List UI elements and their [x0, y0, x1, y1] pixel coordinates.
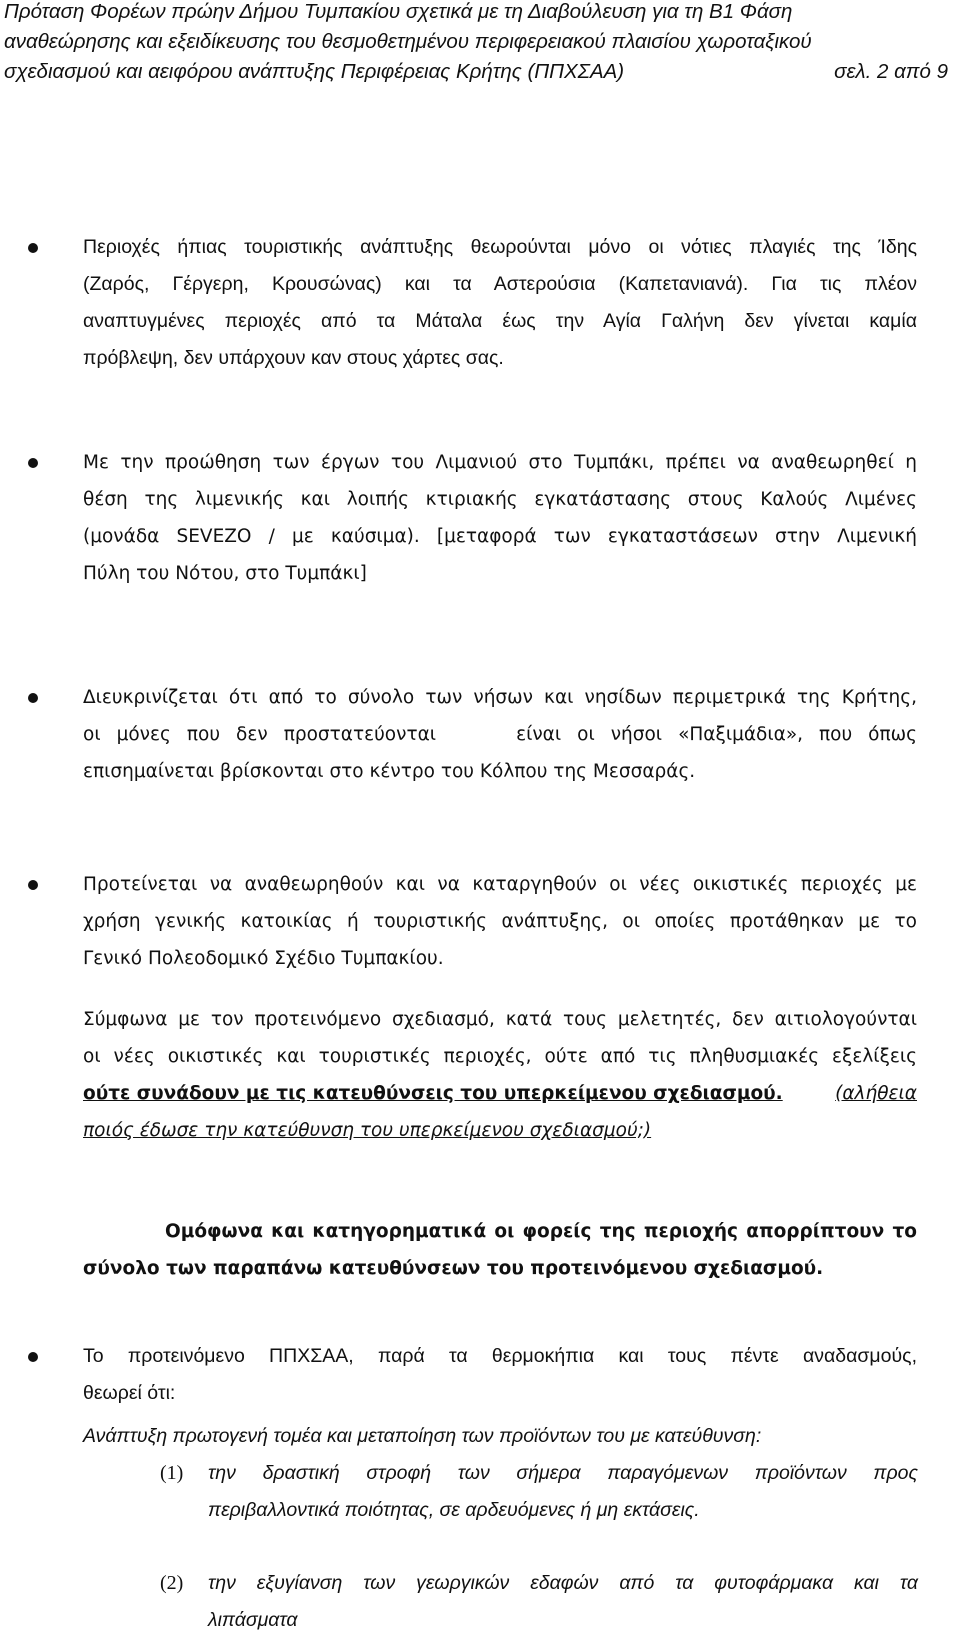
header-line-1: Πρόταση Φορέων πρώην Δήμου Τυμπακίου σχετικά με τη Διαβούλευση για τη Β1 Φάση [4, 0, 793, 23]
bullet-3-dot [28, 693, 38, 703]
bullet-1-line-3: αναπτυγμένες περιοχές από τα Μάταλα έως την Αγία Γαλήνη δεν γίνεται καμία [83, 310, 917, 332]
rejection-statement [83, 1213, 917, 1287]
item-1-text [208, 1455, 918, 1529]
bullet-4-dot [28, 880, 38, 890]
bullet-3-line-2: οι μόνες που δεν προστατεύονται είναι οι νήσοι «Παξιμάδια», που όπως [83, 724, 917, 745]
statement-line-2: σύνολο των παραπάνω κατευθύνσεων του προτεινόμενου σχεδιασμού. [83, 1258, 824, 1279]
development-intro-text: Ανάπτυξη πρωτογενή τομέα και μεταποίηση των προϊόντων του με κατεύθυνση: [83, 1425, 762, 1447]
bullet-5-dot [28, 1352, 38, 1362]
item-1-number: (1) [160, 1462, 184, 1484]
bullet-4-text [83, 866, 917, 977]
bullet-1-line-2: (Ζαρός, Γέργερη, Κρουσώνας) και τα Αστερούσια (Καπετανιανά). Για τις πλέον [83, 273, 917, 295]
bullet-2-line-3: (μονάδα SEVEZO / με καύσιμα). [μεταφορά των εγκαταστάσεων στην Λιμενική [83, 526, 917, 547]
bullet-2-dot [28, 458, 38, 468]
item-2-number: (2) [160, 1572, 184, 1594]
bullet-3-line-1: Διευκρινίζεται ότι από το σύνολο των νήσων και νησίδων περιμετρικά της Κρήτης, [83, 687, 917, 708]
bullet-4-line-2: χρήση γενικής κατοικίας ή τουριστικής ανάπτυξης, οι οποίες προτάθηκαν με το [83, 911, 917, 932]
critique-paragraph [83, 1001, 917, 1149]
item-1-line-1: την δραστική στροφή των σήμερα παραγόμενων προϊόντων προς [208, 1462, 918, 1484]
paragraph-emphasis: ούτε συνάδουν με τις κατευθύνσεις του υπερκείμενου σχεδιασμού. [83, 1083, 783, 1104]
bullet-4-line-3: Γενικό Πολεοδομικό Σχέδιο Τυμπακίου. [83, 948, 444, 969]
bullet-5-line-2: θεωρεί ότι: [83, 1382, 176, 1404]
statement-line-1: Ομόφωνα και κατηγορηματικά οι φορείς της περιοχής απορρίπτουν το [165, 1221, 917, 1242]
bullet-4-line-1: Προτείνεται να αναθεωρηθούν και να καταργηθούν οι νέες οικιστικές περιοχές με [83, 874, 917, 895]
item-1-line-2: περιβαλλοντικά ποιότητας, σε αρδευόμενες ή μη εκτάσεις. [208, 1499, 700, 1521]
bullet-5-text [83, 1338, 917, 1412]
item-2-line-2: λιπάσματα [208, 1609, 298, 1631]
paragraph-aside-start: (αλήθεια [835, 1083, 917, 1104]
bullet-2-line-2: θέση της λιμενικής και λοιπής κτιριακής εγκατάστασης στους Καλούς Λιμένες [83, 489, 917, 510]
paragraph-line-2: οι νέες οικιστικές και τουριστικές περιοχές, ούτε από τις πληθυσμιακές εξελίξεις [83, 1046, 917, 1067]
item-2-text [208, 1565, 918, 1636]
bullet-1-dot [28, 243, 38, 253]
bullet-3-text [83, 679, 917, 790]
item-2-line-1: την εξυγίανση των γεωργικών εδαφών από τα φυτοφάρμακα και τα [208, 1572, 918, 1594]
paragraph-line-3 [83, 1075, 917, 1112]
paragraph-aside-end: ποιός έδωσε την κατεύθυνση του υπερκείμενου σχεδιασμού;) [83, 1120, 652, 1141]
bullet-5-line-1: Το προτεινόμενο ΠΠΧΣΑΑ, παρά τα θερμοκήπια και τους πέντε αναδασμούς, [83, 1345, 917, 1367]
header-line-2: αναθεώρησης και εξειδίκευσης του θεσμοθετημένου περιφερειακού πλαισίου χωροταξικού [4, 30, 812, 53]
bullet-2-text [83, 444, 917, 592]
bullet-2-line-4: Πύλη του Νότου, στο Τυμπάκι] [83, 563, 367, 584]
bullet-1-line-4: πρόβλεψη, δεν υπάρχουν καν στους χάρτες σας. [83, 347, 504, 369]
page-header [4, 0, 944, 87]
bullet-3-line-3: επισημαίνεται βρίσκονται στο κέντρο του Κόλπου της Μεσσαράς. [83, 761, 696, 782]
page-number: σελ. 2 από 9 [834, 60, 948, 83]
bullet-1-line-1: Περιοχές ήπιας τουριστικής ανάπτυξης θεωρούνται μόνο οι νότιες πλαγιές της Ίδης [83, 236, 917, 258]
development-intro [83, 1418, 917, 1455]
paragraph-line-1: Σύμφωνα με τον προτεινόμενο σχεδιασμό, κατά τους μελετητές, δεν αιτιολογούνται [83, 1009, 917, 1030]
bullet-1-text [83, 229, 917, 377]
bullet-2-line-1: Με την προώθηση των έργων του Λιμανιού στο Τυμπάκι, πρέπει να αναθεωρηθεί η [83, 452, 917, 473]
header-line-3: σχεδιασμού και αειφόρου ανάπτυξης Περιφέρειας Κρήτης (ΠΠΧΣΑΑ) [4, 60, 625, 83]
